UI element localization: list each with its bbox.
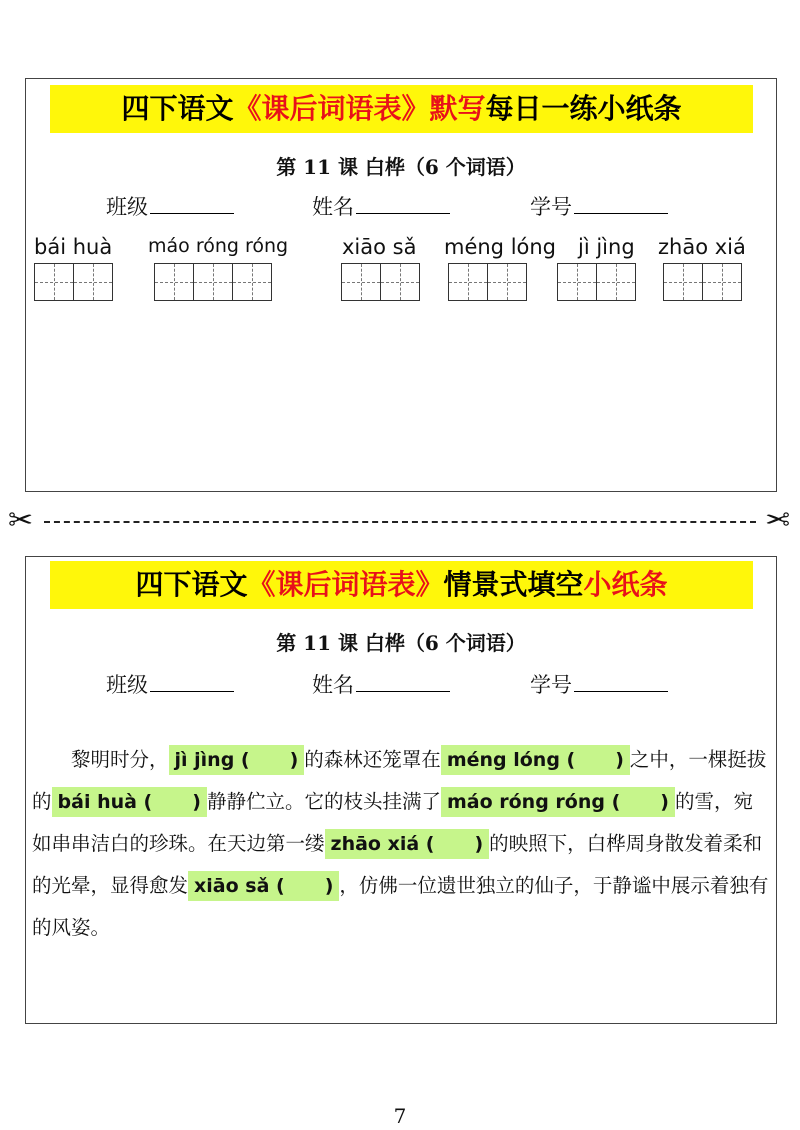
passage-text: 静静伫立。它的枝头挂满了 [206,790,441,813]
id-field[interactable] [530,669,668,699]
title-part2: 《课后词语表》默写 [233,92,486,125]
grid-cell[interactable] [448,263,488,301]
title-part4: 小纸条 [583,568,668,601]
student-info-row [26,669,776,699]
blank-pinyin: jì jìng ( [174,749,250,771]
fill-in-title-banner [50,561,753,609]
writing-grid[interactable] [34,263,113,301]
name-blank[interactable] [356,669,450,692]
dictation-title-banner [50,85,753,133]
passage-text: 的映照下，白桦周身散发着柔和的光晕，显得愈发 [32,832,763,897]
writing-grid[interactable] [154,263,272,301]
grid-cell[interactable] [232,263,272,301]
class-label: 班级 [106,195,148,219]
name-label: 姓名 [312,673,354,697]
pinyin-word: méng lóng [444,235,557,259]
id-blank[interactable] [574,191,668,214]
id-label: 学号 [530,195,572,219]
writing-grid[interactable] [341,263,420,301]
cut-line [44,521,756,523]
blank-close: ) [615,749,624,771]
fill-blank[interactable] [52,787,207,817]
grid-cell[interactable] [341,263,381,301]
class-label: 班级 [106,673,148,697]
blank-pinyin: máo róng róng ( [446,791,621,813]
grid-cell[interactable] [596,263,636,301]
blank-close: ) [474,833,484,855]
grid-cell[interactable] [380,263,420,301]
grid-cell[interactable] [663,263,703,301]
fill-blank[interactable] [169,745,305,775]
name-field[interactable] [312,191,450,221]
writing-grid[interactable] [557,263,636,301]
passage-text: 的雪，宛如串串洁白的珍珠。在天边第一缕 [32,790,753,855]
grid-cell[interactable] [154,263,194,301]
scissors-icon: ✂ [764,503,790,538]
grid-cell[interactable] [193,263,233,301]
grid-cell[interactable] [487,263,527,301]
blank-pinyin: méng lóng ( [446,749,576,771]
dictation-card [25,78,777,492]
id-label: 学号 [530,673,572,697]
pinyin-word: jì jìng [578,235,635,259]
fill-blank[interactable] [325,829,490,859]
blank-pinyin: xiāo sǎ ( [194,875,285,897]
pinyin-word: zhāo xiá [658,235,746,259]
scissors-icon: ✂ [8,503,34,538]
fill-blank[interactable] [441,745,630,775]
blank-close: ) [660,791,669,813]
grid-cell[interactable] [557,263,597,301]
fill-in-card [25,556,777,1024]
lesson-title: 第 11 课 白桦（6 个词语） [276,631,526,655]
blank-close: ) [324,875,334,897]
blank-pinyin: zhāo xiá ( [330,833,435,855]
student-info-row [26,191,776,221]
writing-grid[interactable] [663,263,742,301]
title-part1: 四下语文 [135,568,248,601]
class-field[interactable] [106,669,234,699]
fill-blank[interactable] [441,787,675,817]
name-blank[interactable] [356,191,450,214]
class-field[interactable] [106,191,234,221]
id-blank[interactable] [574,669,668,692]
passage-text: ，仿佛一位遗世独立的仙子，于静谧中展示着独有的风姿。 [32,874,769,939]
pinyin-word: xiāo sǎ [342,235,417,259]
title-part3: 情景式填空 [443,568,584,601]
passage-text: 的森林还笼罩在 [304,748,441,771]
blank-pinyin: bái huà ( [57,791,153,813]
fill-blank[interactable] [188,871,339,901]
blank-close: ) [289,749,299,771]
name-label: 姓名 [312,195,354,219]
passage-text: 黎明时分， [71,748,169,771]
title-part2: 《课后词语表》 [247,568,444,601]
blank-close: ) [192,791,201,813]
pinyin-word: bái huà [34,235,113,259]
class-blank[interactable] [150,669,234,692]
lesson-title: 第 11 课 白桦（6 个词语） [276,155,526,179]
name-field[interactable] [312,669,450,699]
grid-cell[interactable] [73,263,113,301]
grid-cell[interactable] [34,263,74,301]
id-field[interactable] [530,191,668,221]
passage-text: 之中，一棵挺拔的 [32,748,767,813]
title-part3: 每日一练小纸条 [485,92,682,125]
story-passage [32,739,772,949]
title-part1: 四下语文 [121,92,234,125]
writing-grid[interactable] [448,263,527,301]
pinyin-word: máo róng róng [148,235,289,257]
class-blank[interactable] [150,191,234,214]
page-number: 7 [393,1104,407,1128]
grid-cell[interactable] [702,263,742,301]
